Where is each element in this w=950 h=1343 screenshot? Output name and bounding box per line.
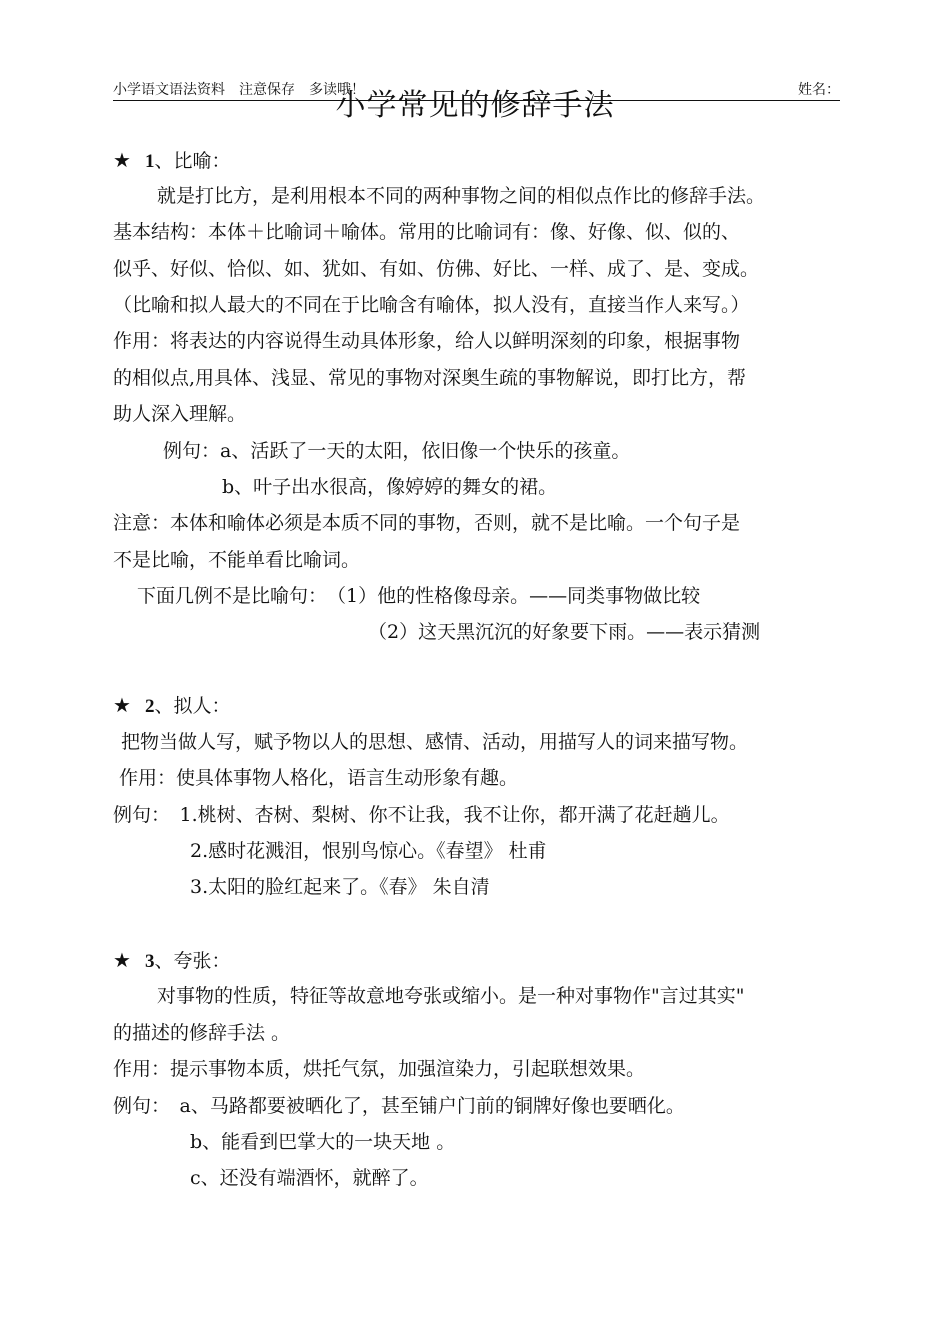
paragraph-line: 的描述的修辞手法 。 (113, 1022, 291, 1044)
star-icon: ★ (113, 948, 131, 972)
section-name: 、拟人： (154, 695, 231, 717)
paragraph-line: 把物当做人写，赋予物以人的思想、感情、活动，用描写人的词来描写物。 (121, 731, 749, 753)
star-icon: ★ (113, 148, 131, 172)
paragraph-line: （比喻和拟人最大的不同在于比喻含有喻体，拟人没有，直接当作人来写。） (113, 294, 750, 316)
paragraph-line: 助人深入理解。 (113, 403, 247, 425)
paragraph-line: 作用：提示事物本质，烘托气氛，加强渲染力，引起联想效果。 (113, 1058, 646, 1080)
paragraph-line: 对事物的性质，特征等故意地夸张或缩小。是一种对事物作"言过其实" (157, 985, 745, 1007)
example-line: 下面几例不是比喻句： （1）他的性格像母亲。——同类事物做比较 (137, 585, 701, 607)
section-heading-hyperbole (113, 946, 230, 976)
example-line: （2）这天黑沉沉的好象要下雨。——表示猜测 (368, 621, 761, 643)
header-note: 小学语文语法资料 注意保存 多读哦！ (113, 82, 365, 98)
example-line: b、能看到巴掌大的一块天地 。 (190, 1131, 456, 1153)
example-line: 3.太阳的脸红起来了。《春》 朱自清 (190, 876, 490, 898)
section-heading-metaphor (113, 146, 230, 176)
paragraph-line: 基本结构：本体＋比喻词＋喻体。常用的比喻词有：像、好像、似、似的、 (113, 221, 741, 243)
example-line: b、叶子出水很高，像婷婷的舞女的裙。 (222, 476, 558, 498)
example-line: 例句： 1.桃树、杏树、梨树、你不让我，我不让你，都开满了花赶趟儿。 (113, 804, 730, 826)
paragraph-line: 注意：本体和喻体必须是本质不同的事物，否则，就不是比喻。一个句子是 (113, 512, 741, 534)
paragraph-line: 不是比喻，不能单看比喻词。 (113, 549, 361, 571)
example-line: 2.感时花溅泪，恨别鸟惊心。《春望》 杜甫 (190, 840, 547, 862)
section-number: 1 (144, 151, 155, 172)
paragraph-line: 作用：将表达的内容说得生动具体形象，给人以鲜明深刻的印象，根据事物 (113, 330, 741, 352)
section-name: 、夸张： (154, 950, 231, 972)
paragraph-line: 的相似点,用具体、浅显、常见的事物对深奥生疏的事物解说，即打比方，帮 (113, 367, 747, 389)
section-number: 3 (144, 951, 155, 972)
name-field-label: 姓名： (798, 82, 840, 98)
paragraph-line: 作用：使具体事物人格化，语言生动形象有趣。 (119, 767, 519, 789)
section-heading-personification (113, 691, 230, 721)
example-line: 例句：a、活跃了一天的太阳，依旧像一个快乐的孩童。 (163, 440, 631, 462)
example-line: c、还没有端酒怀，就醉了。 (190, 1167, 429, 1189)
section-number: 2 (144, 696, 155, 717)
paragraph-line: 似乎、好似、恰似、如、犹如、有如、仿佛、好比、一样、成了、是、变成。 (113, 258, 760, 280)
example-line: 例句： a、马路都要被晒化了，甚至铺户门前的铜牌好像也要晒化。 (113, 1095, 685, 1117)
star-icon: ★ (113, 693, 131, 717)
paragraph-line: 就是打比方，是利用根本不同的两种事物之间的相似点作比的修辞手法。 (157, 185, 766, 207)
page-title: 小学常见的修辞手法 (335, 88, 615, 123)
section-name: 、比喻： (154, 150, 231, 172)
